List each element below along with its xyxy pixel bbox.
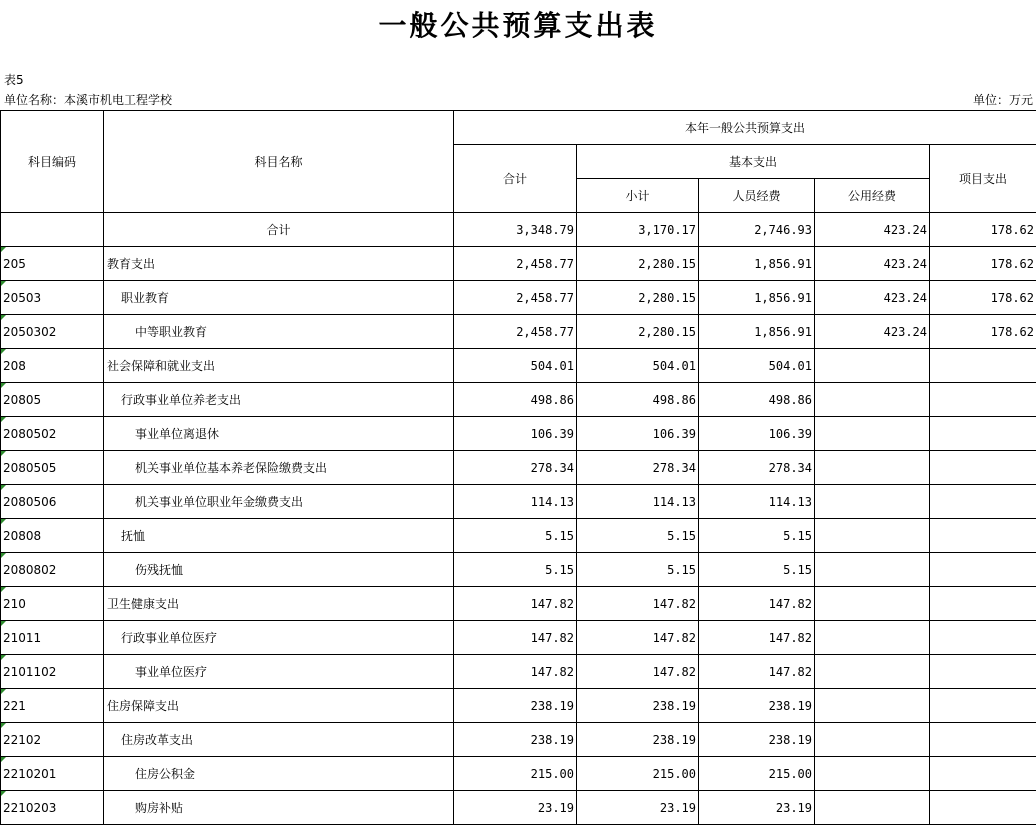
cell-project: 178.62 <box>930 315 1036 349</box>
cell-personnel: 5.15 <box>699 553 815 587</box>
cell-project <box>930 791 1036 825</box>
cell-project <box>930 723 1036 757</box>
header-code: 科目编码 <box>1 111 104 213</box>
cell-project: 178.62 <box>930 247 1036 281</box>
cell-total: 498.86 <box>454 383 577 417</box>
cell-personnel: 2,746.93 <box>699 213 815 247</box>
table-row <box>1 553 1036 587</box>
cell-code: 210 <box>1 587 104 621</box>
cell-name: 教育支出 <box>104 247 454 281</box>
cell-code: 2210203 <box>1 791 104 825</box>
cell-personnel: 1,856.91 <box>699 247 815 281</box>
table-row <box>1 621 1036 655</box>
unit-name: 单位名称：本溪市机电工程学校 <box>4 93 173 107</box>
cell-code: 2080506 <box>1 485 104 519</box>
cell-public: 423.24 <box>815 213 930 247</box>
cell-project <box>930 349 1036 383</box>
cell-personnel: 147.82 <box>699 587 815 621</box>
cell-subtotal: 147.82 <box>577 587 699 621</box>
header-basic: 基本支出 <box>577 145 930 179</box>
cell-name: 机关事业单位基本养老保险缴费支出 <box>104 451 454 485</box>
cell-personnel: 5.15 <box>699 519 815 553</box>
cell-subtotal: 2,280.15 <box>577 281 699 315</box>
cell-public <box>815 621 930 655</box>
currency-unit: 单位：万元 <box>972 93 1033 107</box>
cell-public <box>815 519 930 553</box>
cell-personnel: 106.39 <box>699 417 815 451</box>
cell-name: 行政事业单位养老支出 <box>104 383 454 417</box>
cell-subtotal: 2,280.15 <box>577 247 699 281</box>
cell-subtotal: 147.82 <box>577 621 699 655</box>
cell-public <box>815 553 930 587</box>
cell-total: 238.19 <box>454 723 577 757</box>
cell-name: 住房公积金 <box>104 757 454 791</box>
table-row <box>1 247 1036 281</box>
cell-name: 住房保障支出 <box>104 689 454 723</box>
table-row <box>1 485 1036 519</box>
cell-subtotal: 2,280.15 <box>577 315 699 349</box>
cell-code: 22102 <box>1 723 104 757</box>
header-project: 项目支出 <box>930 145 1036 213</box>
table-row <box>1 417 1036 451</box>
header-subtotal: 小计 <box>577 179 699 213</box>
cell-total: 504.01 <box>454 349 577 383</box>
cell-total: 3,348.79 <box>454 213 577 247</box>
cell-code: 2050302 <box>1 315 104 349</box>
cell-subtotal: 3,170.17 <box>577 213 699 247</box>
cell-subtotal: 238.19 <box>577 689 699 723</box>
header-name: 科目名称 <box>104 111 454 213</box>
cell-total: 147.82 <box>454 655 577 689</box>
cell-total: 147.82 <box>454 587 577 621</box>
cell-total: 2,458.77 <box>454 247 577 281</box>
table-row <box>1 451 1036 485</box>
header-public: 公用经费 <box>815 179 930 213</box>
cell-project <box>930 519 1036 553</box>
cell-total: 23.19 <box>454 791 577 825</box>
cell-name: 伤残抚恤 <box>104 553 454 587</box>
cell-public: 423.24 <box>815 315 930 349</box>
table-row <box>1 349 1036 383</box>
cell-code: 20808 <box>1 519 104 553</box>
cell-name: 购房补贴 <box>104 791 454 825</box>
cell-name: 社会保障和就业支出 <box>104 349 454 383</box>
cell-name: 卫生健康支出 <box>104 587 454 621</box>
cell-project <box>930 621 1036 655</box>
cell-subtotal: 5.15 <box>577 519 699 553</box>
cell-project: 178.62 <box>930 281 1036 315</box>
table-row <box>1 315 1036 349</box>
cell-code: 221 <box>1 689 104 723</box>
cell-public <box>815 587 930 621</box>
cell-total: 215.00 <box>454 757 577 791</box>
cell-project <box>930 587 1036 621</box>
header-total: 合计 <box>454 145 577 213</box>
cell-project <box>930 417 1036 451</box>
cell-total: 2,458.77 <box>454 281 577 315</box>
cell-personnel: 1,856.91 <box>699 281 815 315</box>
table-row <box>1 213 1036 247</box>
cell-code: 205 <box>1 247 104 281</box>
cell-personnel: 238.19 <box>699 689 815 723</box>
budget-expenditure-table <box>0 110 1036 825</box>
table-row <box>1 281 1036 315</box>
cell-subtotal: 106.39 <box>577 417 699 451</box>
table-row <box>1 723 1036 757</box>
cell-code: 2080502 <box>1 417 104 451</box>
cell-subtotal: 114.13 <box>577 485 699 519</box>
cell-subtotal: 5.15 <box>577 553 699 587</box>
cell-name: 事业单位离退休 <box>104 417 454 451</box>
cell-project <box>930 689 1036 723</box>
table-row <box>1 655 1036 689</box>
cell-personnel: 147.82 <box>699 621 815 655</box>
table-row <box>1 587 1036 621</box>
table-row <box>1 791 1036 825</box>
cell-project <box>930 655 1036 689</box>
cell-subtotal: 23.19 <box>577 791 699 825</box>
cell-personnel: 23.19 <box>699 791 815 825</box>
cell-public <box>815 485 930 519</box>
cell-personnel: 215.00 <box>699 757 815 791</box>
cell-public <box>815 655 930 689</box>
cell-personnel: 504.01 <box>699 349 815 383</box>
cell-project <box>930 553 1036 587</box>
cell-total: 106.39 <box>454 417 577 451</box>
cell-total: 2,458.77 <box>454 315 577 349</box>
cell-code: 20503 <box>1 281 104 315</box>
cell-code: 2080802 <box>1 553 104 587</box>
cell-project <box>930 485 1036 519</box>
table-row <box>1 519 1036 553</box>
cell-total: 278.34 <box>454 451 577 485</box>
table-number: 表5 <box>4 73 24 87</box>
cell-subtotal: 278.34 <box>577 451 699 485</box>
cell-personnel: 278.34 <box>699 451 815 485</box>
cell-name: 住房改革支出 <box>104 723 454 757</box>
cell-total: 114.13 <box>454 485 577 519</box>
cell-subtotal: 498.86 <box>577 383 699 417</box>
cell-personnel: 147.82 <box>699 655 815 689</box>
cell-public <box>815 757 930 791</box>
cell-project: 178.62 <box>930 213 1036 247</box>
cell-code: 2080505 <box>1 451 104 485</box>
cell-public <box>815 349 930 383</box>
header-personnel: 人员经费 <box>699 179 815 213</box>
cell-public: 423.24 <box>815 281 930 315</box>
cell-total: 5.15 <box>454 519 577 553</box>
cell-public <box>815 791 930 825</box>
cell-public <box>815 451 930 485</box>
cell-code <box>1 213 104 247</box>
cell-code: 21011 <box>1 621 104 655</box>
cell-public <box>815 417 930 451</box>
cell-public <box>815 723 930 757</box>
table-row <box>1 689 1036 723</box>
header-group: 本年一般公共预算支出 <box>454 111 1036 145</box>
cell-personnel: 238.19 <box>699 723 815 757</box>
table-body <box>1 213 1036 825</box>
cell-subtotal: 147.82 <box>577 655 699 689</box>
page-title: 一般公共预算支出表 <box>378 9 658 42</box>
cell-code: 2210201 <box>1 757 104 791</box>
cell-project <box>930 757 1036 791</box>
cell-total: 147.82 <box>454 621 577 655</box>
cell-project <box>930 451 1036 485</box>
cell-name: 机关事业单位职业年金缴费支出 <box>104 485 454 519</box>
cell-name: 事业单位医疗 <box>104 655 454 689</box>
table-row <box>1 383 1036 417</box>
cell-code: 208 <box>1 349 104 383</box>
cell-personnel: 498.86 <box>699 383 815 417</box>
cell-public <box>815 689 930 723</box>
cell-name: 行政事业单位医疗 <box>104 621 454 655</box>
cell-name: 中等职业教育 <box>104 315 454 349</box>
cell-name: 职业教育 <box>104 281 454 315</box>
cell-project <box>930 383 1036 417</box>
cell-subtotal: 238.19 <box>577 723 699 757</box>
cell-code: 20805 <box>1 383 104 417</box>
cell-personnel: 1,856.91 <box>699 315 815 349</box>
cell-name: 抚恤 <box>104 519 454 553</box>
cell-total: 238.19 <box>454 689 577 723</box>
cell-personnel: 114.13 <box>699 485 815 519</box>
cell-name: 合计 <box>104 213 454 247</box>
cell-code: 2101102 <box>1 655 104 689</box>
cell-public <box>815 383 930 417</box>
table-row <box>1 757 1036 791</box>
cell-subtotal: 215.00 <box>577 757 699 791</box>
cell-public: 423.24 <box>815 247 930 281</box>
cell-total: 5.15 <box>454 553 577 587</box>
cell-subtotal: 504.01 <box>577 349 699 383</box>
